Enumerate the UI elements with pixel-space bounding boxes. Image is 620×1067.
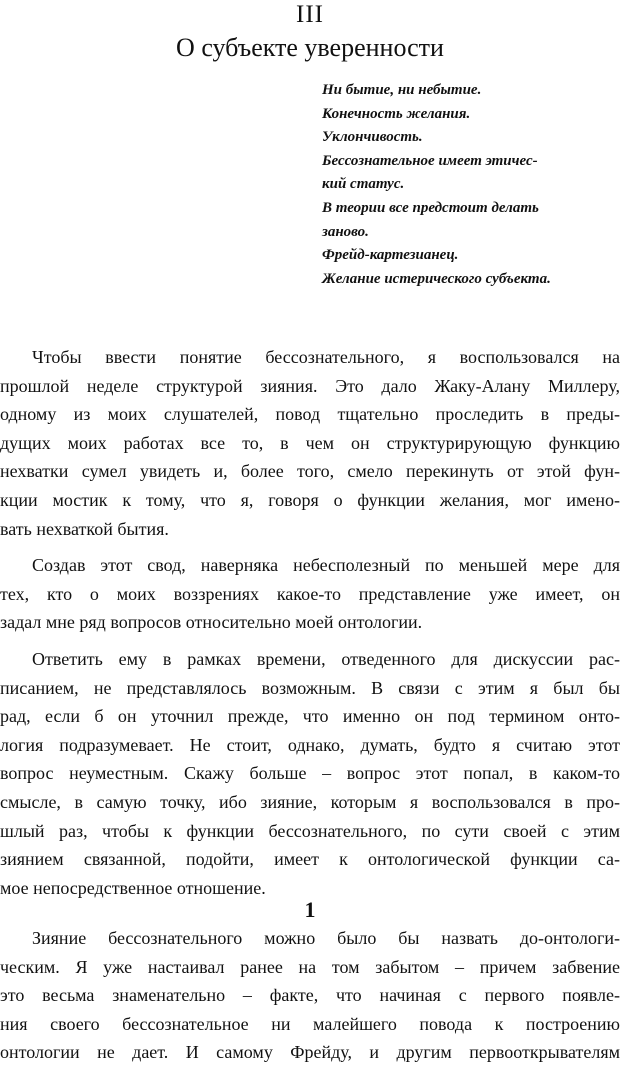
text-line: тех, кто о моих воззрениях какое-то представление уже имеет, он <box>0 583 620 604</box>
text-line: онтологии не дает. И самому Фрейду, и другим первооткрывателям <box>0 1042 620 1063</box>
epigraph-line: Конечность желания. <box>322 105 471 122</box>
text-line: логия подразумевает. Не стоит, однако, думать, будто я считаю этот <box>0 734 620 755</box>
text-line: писанием, не представлялось возможным. В связи с этим я был бы <box>0 677 620 698</box>
text-line: вопрос неуместным. Скажу больше – вопрос этот попал, в каком-то <box>0 763 620 784</box>
text-line: задал мне ряд вопросов относительно моей онтологии. <box>0 612 423 633</box>
epigraph-line: Бессознательное имеет этичес- <box>322 152 538 169</box>
epigraph-line: Ни бытие, ни небытие. <box>322 82 482 98</box>
text-line: нехватки сумел увидеть и, более того, смело перекинуть от этой фун- <box>0 461 620 482</box>
epigraph <box>322 79 617 291</box>
epigraph-line: В теории все предстоит делать <box>322 199 539 216</box>
paragraph <box>0 343 620 543</box>
chapter-title: О субъекте уверенности <box>176 33 444 62</box>
chapter-number: III <box>296 1 324 28</box>
main-text <box>0 343 620 902</box>
text-line: Создав этот свод, наверняка небесполезный по меньшей мере для <box>32 555 620 576</box>
text-line: рад, если б он уточнил прежде, что именно он под термином онто- <box>0 706 620 727</box>
epigraph-line: Фрейд-картезианец. <box>322 247 459 264</box>
text-line: вать нехваткой бытия. <box>0 518 169 539</box>
section-number: 1 <box>304 897 316 922</box>
text-line: Зияние бессознательного можно было бы назвать до-онтологи- <box>32 928 620 948</box>
paragraph <box>0 645 620 902</box>
text-line: шлый раз, чтобы к функции бессознательного, по сути своей с этим <box>0 820 620 841</box>
epigraph-line: заново. <box>322 223 369 240</box>
epigraph-line: Уклончивость. <box>322 129 423 146</box>
epigraph-line: кий статус. <box>322 176 405 193</box>
text-line: смысле, в самую точку, ибо зияние, которым я воспользовался в про- <box>0 791 620 812</box>
text-line: ния своего бессознательное ни малейшего повода к построению <box>0 1013 620 1034</box>
text-line: это весьма знаменательно – факте, что начиная с первого появле- <box>0 985 620 1006</box>
epigraph-line: Желание истерического субъекта. <box>322 270 551 287</box>
text-line: мое непосредственное отношение. <box>0 877 266 898</box>
text-line: дущих моих работах все то, в чем он структурирующую функцию <box>0 432 620 453</box>
text-line: одному из моих слушателей, повод тщательно проследить в преды- <box>0 404 620 425</box>
paragraph <box>0 551 620 637</box>
text-line: ческим. Я уже настаивал ранее на том забытом – причем забвение <box>0 956 620 977</box>
text-line: зиянием связанной, подойти, имеет к онтологической функции са- <box>0 849 620 870</box>
text-line: Чтобы ввести понятие бессознательного, я воспользовался на <box>32 347 620 367</box>
text-line: прошлой неделе структурой зияния. Это дало Жаку-Алану Миллеру, <box>0 375 620 396</box>
text-line: Ответить ему в рамках времени, отведенного для дискуссии рас- <box>32 648 620 669</box>
text-line: кции мостик к тому, что я, говоря о функции желания, мог имено- <box>0 489 620 510</box>
section-text <box>0 924 620 1067</box>
